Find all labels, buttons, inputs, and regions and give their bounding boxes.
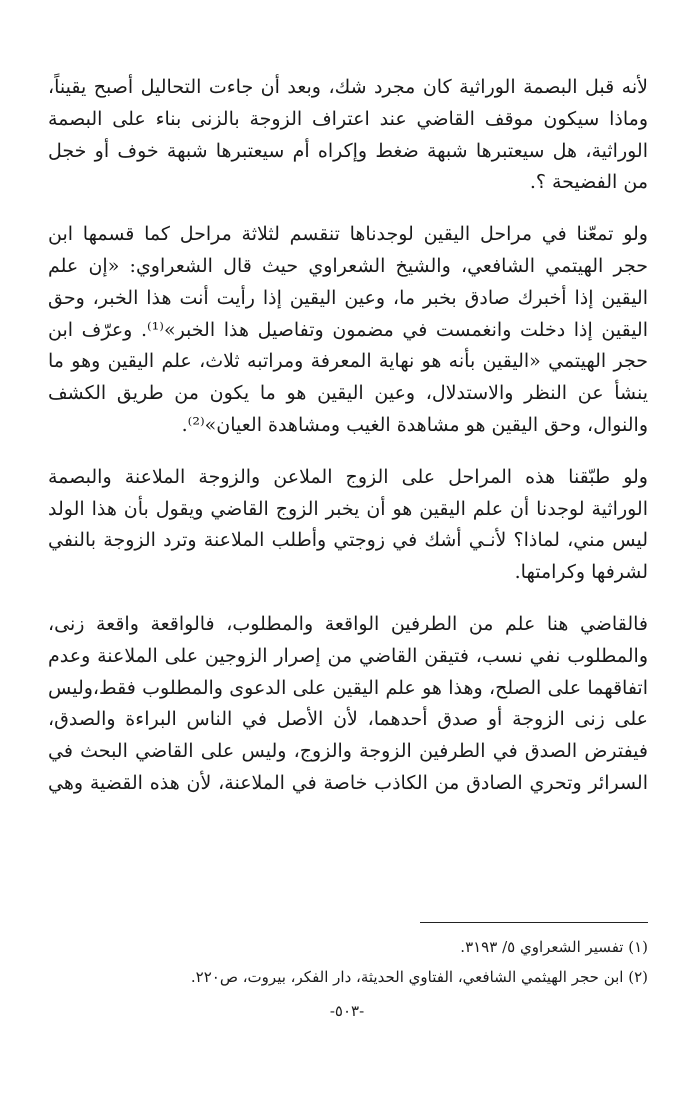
text-line: فيفترض الصدق في الطرفين الزوجة والزوج، وليس على القاضي البحث في bbox=[48, 740, 648, 763]
text-line: اليقين إذا أخبرك صادق بخبر ما، وعين اليقين إذا رأيت أنت هذا الخبر، وحق bbox=[48, 286, 648, 309]
text-line: ليس مني، لماذا؟ لأنـي أشك في زوجتي وأطلب الملاعنة وترد الزوجة بالنفي bbox=[48, 529, 648, 552]
text-line: اتفاقهما على الصلح، وهذا هو علم اليقين على الدعوى والمطلوب فقط،وليس bbox=[48, 676, 648, 699]
paragraph-1 bbox=[48, 72, 648, 199]
text-line: ولو طبّقنا هذه المراحل على الزوج الملاعن والزوجة الملاعنة والبصمة bbox=[48, 465, 648, 488]
text-line: الوراثية لوجدنا أن علم اليقين هو أن يخبر الزوج القاضي ويقول بأن هذا الولد bbox=[48, 497, 648, 520]
text-line: وماذا سيكون موقف القاضي عند اعتراف الزوجة بالزنى بناء على البصمة bbox=[48, 107, 648, 130]
text-line: حجر الهيتمي «اليقين بأنه هو نهاية المعرفة ومراتبه ثلاث، علم اليقين وهو ما bbox=[48, 350, 648, 373]
text-line: والمطلوب نفي نسب، فتيقن القاضي من إصرار الزوجين على الملاعنة وعدم bbox=[48, 644, 648, 667]
text-line: لأنه قبل البصمة الوراثية كان مجرد شك، وبعد أن جاءت التحاليل أصبح يقيناً، bbox=[48, 76, 648, 98]
footnote-1: (١) تفسير الشعراوي ٥/ ٣١٩٣. bbox=[460, 938, 648, 956]
text-line: على زنى الزوجة أو صدق أحدهما، لأن الأصل في الناس البراءة والصدق، bbox=[48, 708, 648, 731]
paragraph-3 bbox=[48, 462, 648, 589]
text-line: والنوال، وحق اليقين هو مشاهدة الغيب ومشاهدة العيان»⁽²⁾. bbox=[181, 413, 648, 436]
text-line: اليقين إذا دخلت وانغمست في مضمون وتفاصيل هذا الخبر»⁽¹⁾. وعرّف ابن bbox=[48, 318, 648, 341]
footnote-divider bbox=[420, 922, 648, 923]
paragraph-4 bbox=[48, 609, 648, 800]
text-line: من الفضيحة ؟. bbox=[529, 171, 648, 194]
main-text bbox=[48, 72, 648, 820]
footnote-2: (٢) ابن حجر الهيثمي الشافعي، الفتاوي الحديثة، دار الفكر، بيروت، ص٢٢٠. bbox=[190, 968, 648, 986]
text-line: فالقاضي هنا علم من الطرفين الواقعة والمطلوب، فالواقعة واقعة زنى، bbox=[48, 612, 648, 635]
text-line: الوراثية، هل سيعتبرها شبهة ضغط وإكراه أم سيعتبرها شبهة خوف أو خجل bbox=[48, 139, 648, 162]
paragraph-2 bbox=[48, 219, 648, 442]
text-line: حجر الهيتمي الشافعي، والشيخ الشعراوي حيث قال الشعراوي: «إن علم bbox=[48, 254, 648, 277]
text-line: لشرفها وكرامتها. bbox=[514, 561, 648, 584]
text-line: ينشأ عن النظر والاستدلال، وعين اليقين هو ما يكون من طريق الكشف bbox=[48, 382, 648, 405]
page-number: -٥٠٣- bbox=[329, 1002, 365, 1020]
text-line: السرائر وتحري الصادق من الكاذب خاصة في الملاعنة، لأن هذه القضية وهي bbox=[48, 771, 648, 794]
text-line: ولو تمعّنا في مراحل اليقين لوجدناها تنقسم لثلاثة مراحل كما قسمها ابن bbox=[48, 223, 648, 246]
footnotes bbox=[48, 932, 648, 992]
